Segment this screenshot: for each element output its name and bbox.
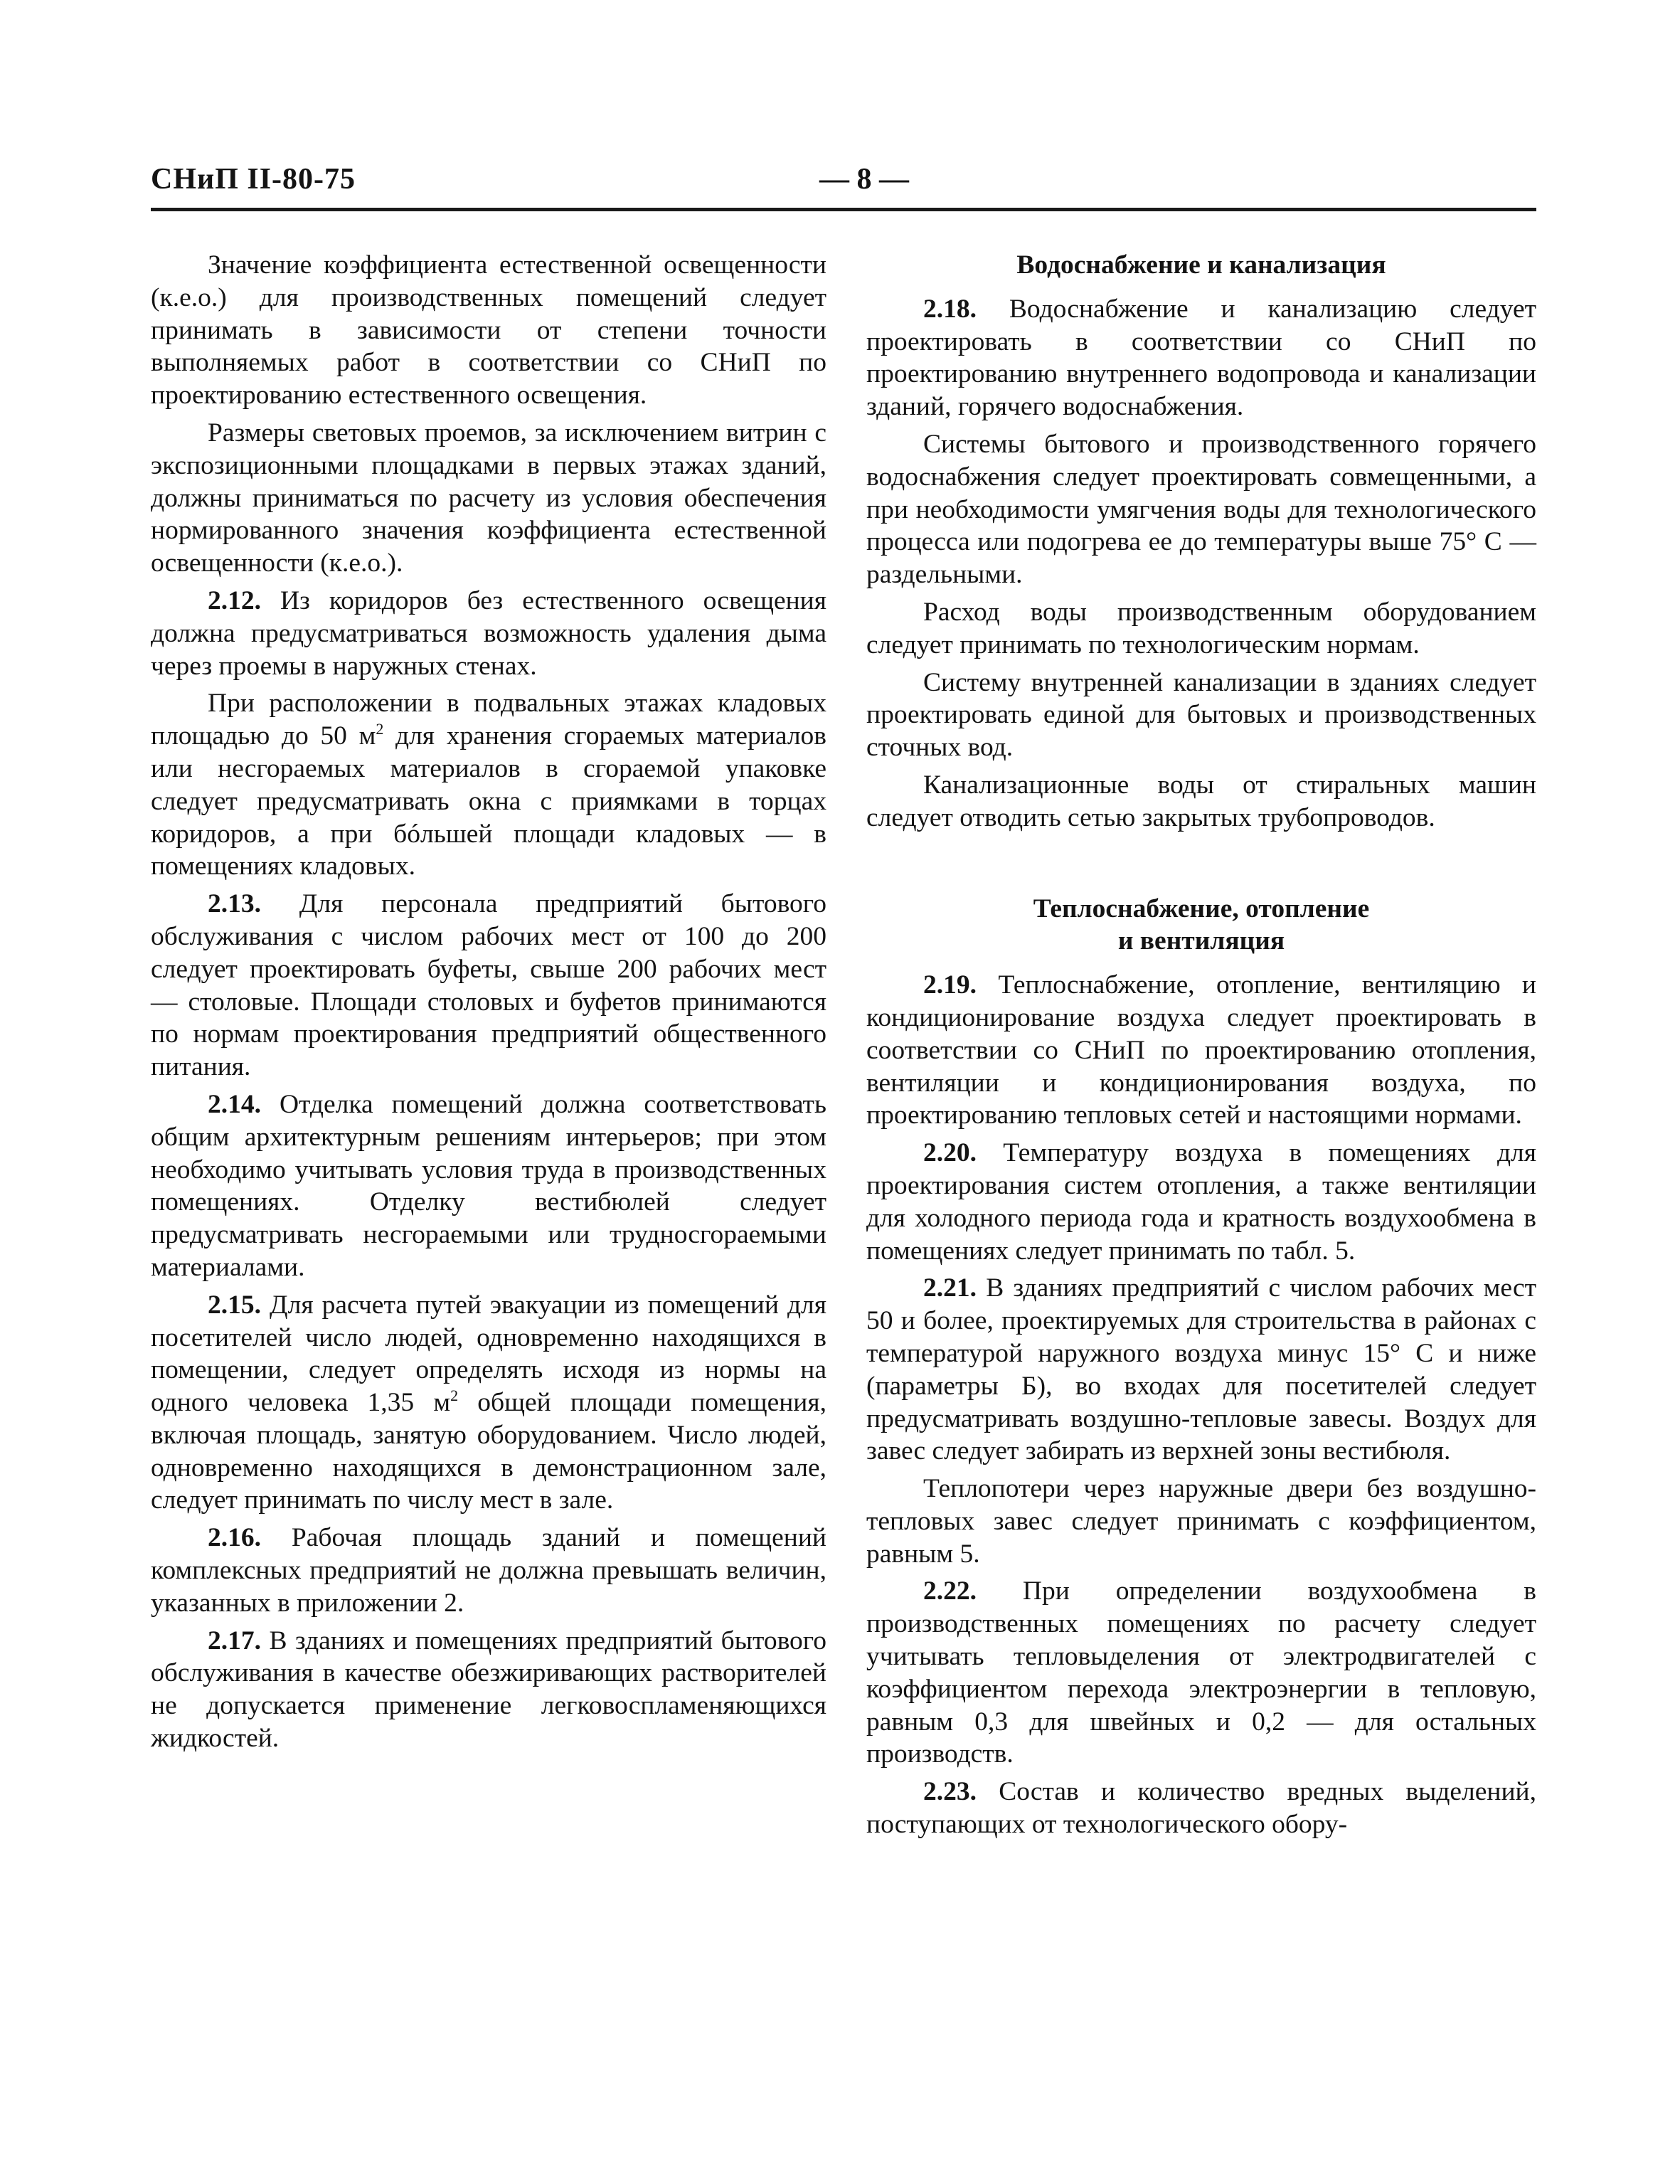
- section-title-line: и вентиляция: [1117, 926, 1285, 956]
- paragraph-text: Теплоснабжение, отопление, вентиляцию и кондиционирование воздуха следует проектировать в соответствии со СНиП по проектированию отопления, вентиляции и кондиционирования воздуха, по проектированию тепловых сетей и настоящими нормами.: [866, 970, 1536, 1130]
- paragraph-text: для хранения сгораемых материалов или несгораемых материалов в сгораемой упаковке следует предусматривать окна с приямками в торцах коридоров, а при бóльшей площади кладовых — в помещениях кладовых.: [151, 721, 826, 881]
- paragraph-text: Отделка помещений должна соответствовать общим архитектурным решениям интерьеров; при этом необходимо учитывать условия труда в производственных помещениях. Отделку вестибюлей следует предусматривать несгораемыми или трудносгораемыми материалами.: [151, 1089, 826, 1282]
- clause-number: 2.13.: [208, 889, 261, 919]
- paragraph-text: Из коридоров без естественного освещения должна предусматриваться возможность удаления дыма через проемы в наружных стенах.: [151, 585, 826, 681]
- paragraph-text: В зданиях и помещениях предприятий бытового обслуживания в качестве обезжиривающих растворителей не допускается применение легковоспламеняющихся жидкостей.: [151, 1626, 826, 1754]
- paragraph-text: При определении воздухообмена в производственных помещениях по расчету следует учитывать тепловыделения от электродвигателей с коэффициентом перехода электроэнергии в тепловую, равным 0,3 для швейных и 0,2 — для остальных производств.: [866, 1576, 1536, 1769]
- paragraph: [866, 667, 1536, 764]
- clause-2-16: [151, 1522, 826, 1619]
- clause-number: 2.20.: [923, 1138, 977, 1168]
- section-title-water: Водоснабжение и канализация: [1016, 250, 1386, 280]
- paragraph: [866, 769, 1536, 834]
- paragraph: [866, 428, 1536, 591]
- paragraph: [151, 417, 826, 580]
- paragraph-text: Температуру воздуха в помещениях для проектирования систем отопления, а также вентиляции для холодного периода года и кратность воздухообмена в помещениях следует принимать по табл. 5.: [866, 1138, 1536, 1266]
- paragraph-text: Для персонала предприятий бытового обслуживания с числом рабочих мест от 100 до 200 следует проектировать буфеты, свыше 200 рабочих мест — столовые. Площади столовых и буфетов принимаются по нормам проектирования предприятий общественного питания.: [151, 889, 826, 1082]
- clause-number: 2.16.: [208, 1523, 261, 1553]
- document-code: СНиП II-80-75: [151, 163, 356, 196]
- paragraph-text: Для расчета путей эвакуации из помещений для посетителей число людей, одновременно находящихся в помещении, следует определять исходя из нормы на одного человека 1,35 м: [151, 1290, 826, 1418]
- clause-number: 2.14.: [208, 1089, 261, 1119]
- page-number: — 8 —: [819, 163, 909, 196]
- clause-number: 2.17.: [208, 1626, 261, 1655]
- clause-number: 2.12.: [208, 585, 261, 615]
- clause-2-19: [866, 969, 1536, 1132]
- paragraph: [866, 596, 1536, 662]
- paragraph-text: Расход воды производственным оборудованием следует принимать по технологическим нормам.: [866, 597, 1536, 659]
- paragraph-text: Значение коэффициента естественной освещенности (к.е.о.) для производственных помещений следует принимать в зависимости от степени точности выполняемых работ в соответствии со СНиП по проектированию естественного освещения.: [151, 250, 826, 410]
- superscript: 2: [376, 720, 384, 738]
- clause-2-21: [866, 1272, 1536, 1468]
- clause-2-15: [151, 1289, 826, 1517]
- page-header: [151, 162, 1536, 205]
- clause-2-22: [866, 1575, 1536, 1771]
- clause-2-18: [866, 293, 1536, 423]
- clause-2-13: [151, 888, 826, 1083]
- paragraph-text: Систему внутренней канализации в зданиях следует проектировать единой для бытовых и производственных сточных вод.: [866, 667, 1536, 763]
- section-title-heating: [866, 893, 1536, 958]
- clause-number: 2.19.: [923, 970, 977, 1000]
- clause-2-14: [151, 1088, 826, 1284]
- clause-2-23: [866, 1776, 1536, 1841]
- paragraph-text: Канализационные воды от стиральных машин следует отводить сетью закрытых трубопроводов.: [866, 770, 1536, 832]
- right-column: [866, 249, 1536, 1846]
- paragraph-text: Размеры световых проемов, за исключением витрин с экспозиционными площадками в первых этажах зданий, должны приниматься по расчету из условия обеспечения нормированного значения коэффициента естественной освещенности (к.е.о.).: [151, 418, 826, 578]
- header-divider: [151, 208, 1536, 211]
- paragraph-text: Рабочая площадь зданий и помещений комплексных предприятий не должна превышать величин, указанных в приложении 2.: [151, 1523, 826, 1618]
- paragraph-text: общей площади помещения, включая площадь, занятую оборудованием. Число людей, одновременно находящихся в демонстрационном зале, следует принимать по числу мест в зале.: [151, 1388, 826, 1515]
- paragraph-text: Теплопотери через наружные двери без воздушно-тепловых завес следует принимать с коэффициентом, равным 5.: [866, 1474, 1536, 1569]
- paragraph-text: При расположении в подвальных этажах кладовых площадью до 50 м: [151, 689, 826, 751]
- section-title-line: Теплоснабжение, отопление: [1033, 894, 1370, 923]
- clause-2-17: [151, 1625, 826, 1755]
- clause-number: 2.15.: [208, 1290, 261, 1320]
- paragraph-text: Водоснабжение и канализацию следует проектировать в соответствии со СНиП по проектированию внутреннего водопровода и канализации зданий, горячего водоснабжения.: [866, 294, 1536, 422]
- paragraph-text: Состав и количество вредных выделений, поступающих от технологического обору-: [866, 1777, 1536, 1840]
- paragraph-text: В зданиях предприятий с числом рабочих мест 50 и более, проектируемых для строительства в районах с температурой наружного воздуха минус 15° С и ниже (параметры Б), во входах для посетителей следует предусматривать воздушно-тепловые завесы. Воздух для завес следует забирать из верхней зоны вестибюля.: [866, 1273, 1536, 1466]
- clause-2-12: [151, 585, 826, 682]
- left-column: [151, 249, 826, 1760]
- superscript: 2: [450, 1387, 459, 1405]
- paragraph: [151, 249, 826, 412]
- paragraph-text: Системы бытового и производственного горячего водоснабжения следует проектировать совмещенными, а при необходимости умягчения воды для технологического процесса или подогрева ее до температуры выше 75° С — раздельными.: [866, 429, 1536, 590]
- clause-2-20: [866, 1137, 1536, 1267]
- clause-number: 2.18.: [923, 294, 977, 324]
- paragraph: [151, 687, 826, 883]
- clause-number: 2.21.: [923, 1273, 977, 1303]
- clause-number: 2.23.: [923, 1777, 977, 1807]
- clause-number: 2.22.: [923, 1576, 977, 1606]
- paragraph: [866, 1473, 1536, 1570]
